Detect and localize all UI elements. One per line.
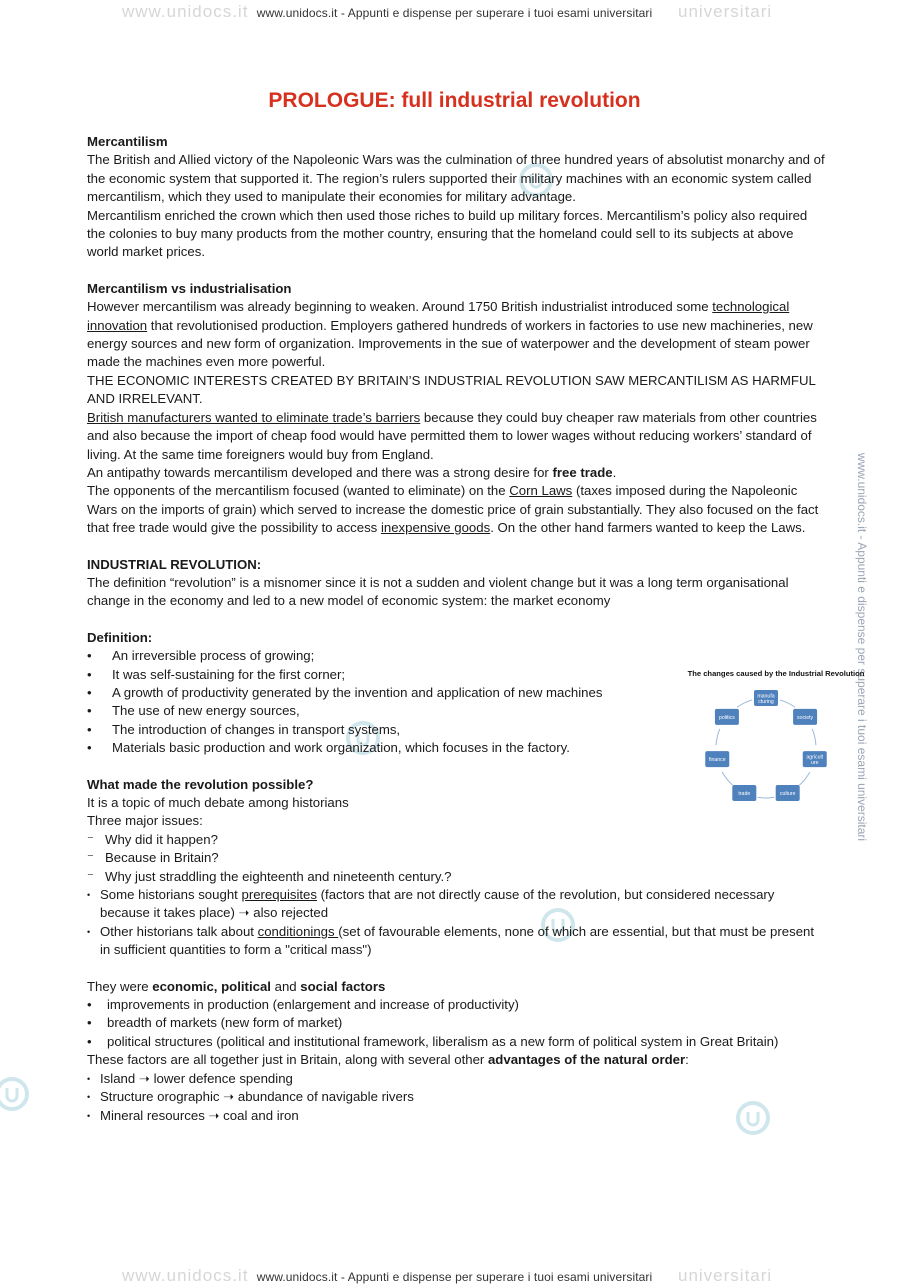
- bold-text: free trade: [552, 464, 613, 480]
- paragraph: [87, 482, 827, 537]
- bold-text: social factors: [300, 978, 386, 994]
- footer-text: www.unidocs.it - Appunti e dispense per superare i tuoi esami universitari: [256, 1270, 653, 1284]
- list-item: • improvements in production (enlargement and increase of productivity): [87, 996, 827, 1014]
- cycle-connector: [812, 729, 816, 745]
- paragraph: The definition “revolution” is a misnomer since it is not a sudden and violent change but it was a long term organisational change in the economy and led to a new model of economic system: the market economy: [87, 574, 789, 609]
- document-body: [87, 133, 827, 1125]
- factors-list: [87, 996, 827, 1051]
- cycle-connector: [737, 700, 752, 707]
- list-item: • breadth of markets (new form of market): [87, 1014, 827, 1032]
- list-item: [87, 923, 827, 960]
- text-run: These factors are all together just in Britain, along with several other: [87, 1052, 488, 1068]
- cycle-node-label: cturing: [758, 698, 774, 705]
- page-header: [0, 2, 909, 21]
- list-item: [87, 886, 827, 923]
- cycle-node-label: culture: [779, 791, 796, 798]
- list-item: • Mineral resources ➝ coal and iron: [87, 1107, 827, 1125]
- cycle-node: [754, 690, 778, 706]
- bold-text: advantages of the natural order: [487, 1052, 686, 1068]
- diagram-title: The changes caused by the Industrial Revolution: [687, 669, 865, 678]
- cycle-node: [705, 751, 729, 767]
- page-footer: [0, 1266, 909, 1285]
- historians-list: [87, 886, 827, 960]
- cycle-node: [715, 709, 739, 725]
- text-run: . On the other hand farmers wanted to keep the Laws.: [490, 520, 806, 536]
- cycle-connector: [716, 729, 720, 745]
- paragraph: The British and Allied victory of the Napoleonic Wars was the culmination of three hundred years of absolutist monarchy and of the economic system that supported it. The region’s rulers supported their military machines with an economic system called mercantilism, which they used to manipulate their economies for military advantage.: [87, 152, 825, 205]
- text-run: because they could buy cheaper raw materials from other countries and also because the import of cheap food would have permitted them to lower wages without reducing workers’ standard of living. At the same time foreigners would buy from England.: [87, 409, 817, 462]
- paragraph: THE ECONOMIC INTERESTS CREATED BY BRITAIN’S INDUSTRIAL REVOLUTION SAW MERCANTILISM AS HARMFUL AND IRRELEVANT.: [87, 372, 816, 407]
- side-watermark-right: www.unidocs.it - Appunti e dispense per superare i tuoi esami universitari: [855, 452, 870, 842]
- section-heading: Mercantilism vs industrialisation: [87, 280, 292, 296]
- underlined-text: prerequisites: [241, 887, 317, 903]
- underlined-text: conditionings: [257, 923, 339, 939]
- section-heading: INDUSTRIAL REVOLUTION:: [87, 556, 262, 572]
- text-run: However mercantilism was already beginning to weaken. Around 1750 British industrialist introduced some: [87, 299, 713, 315]
- list-item: ⁻ Why did it happen?: [87, 831, 827, 849]
- underlined-text: British manufacturers wanted to eliminate trade’s barriers: [87, 409, 421, 425]
- text-run: An antipathy towards mercantilism developed and there was a strong desire for: [87, 464, 553, 480]
- text-run: :: [685, 1052, 689, 1068]
- underlined-text: inexpensive goods: [380, 520, 491, 536]
- unidocs-watermark-icon: [0, 1074, 32, 1114]
- definition-list: [87, 647, 647, 757]
- list-item: • The introduction of changes in transport systems,: [87, 721, 647, 739]
- paragraph: [87, 464, 827, 482]
- paragraph: It is a topic of much debate among historians: [87, 795, 349, 810]
- paragraph: [87, 978, 827, 996]
- section-heading: Definition:: [87, 629, 153, 645]
- list-item: • political structures (political and institutional framework, liberalism as a new form of political system in Great Britain): [87, 1033, 827, 1051]
- cycle-node: [732, 785, 756, 801]
- paragraph: Three major issues:: [87, 813, 203, 829]
- cycle-node-label: manufa: [757, 693, 775, 700]
- cycle-connector: [780, 700, 795, 707]
- cycle-connector: [799, 772, 809, 785]
- cycle-connector: [722, 772, 732, 785]
- list-item: • A growth of productivity generated by the invention and application of new machines: [87, 684, 647, 702]
- list-item: ⁻ Why just straddling the eighteenth and nineteenth century.?: [87, 868, 827, 886]
- list-item: ⁻ Because in Britain?: [87, 849, 827, 867]
- cycle-diagram: [676, 678, 876, 814]
- paragraph: [87, 409, 827, 464]
- cycle-node-label: trade: [738, 791, 751, 798]
- text-run: and: [270, 978, 301, 994]
- cycle-node: [776, 785, 800, 801]
- text-run: (taxes imposed during the Napoleonic Wars on the imports of grain) which served to increase the domestic price of grain substantially. They also focused on the fact that free trade would give the possibility to access: [87, 483, 819, 536]
- cycle-node-label: agricult: [806, 754, 824, 761]
- industrial-revolution-diagram: [676, 669, 876, 819]
- footer-ghost-right: universitari: [678, 1266, 773, 1285]
- text-run: Some historians sought: [100, 887, 242, 903]
- cycle-node: [793, 709, 817, 725]
- text-run: that revolutionised production. Employers gathered hundreds of workers in factories to use new machineries, new energy sources and new form of organization. Improvements in the sue of waterpower and the development of steam power made the machines even more powerful.: [87, 317, 813, 370]
- cycle-node-label: society: [797, 714, 814, 721]
- text-run: They were: [87, 978, 153, 994]
- list-item: • It was self-sustaining for the first corner;: [87, 666, 647, 684]
- cycle-node: [803, 751, 827, 767]
- section-heading: Mercantilism: [87, 134, 168, 149]
- text-run: The opponents of the mercantilism focused (wanted to eliminate) on the: [87, 483, 510, 499]
- paragraph: [87, 298, 827, 372]
- list-item: • Materials basic production and work organization, which focuses in the factory.: [87, 739, 647, 757]
- footer-ghost-left: www.unidocs.it: [122, 1266, 249, 1285]
- header-ghost-right: universitari: [678, 2, 773, 21]
- underlined-text: technological innovation: [87, 299, 790, 333]
- cycle-connector: [758, 797, 775, 798]
- issues-list: [87, 831, 827, 886]
- list-item: • The use of new energy sources,: [87, 702, 647, 720]
- text-run: .: [612, 464, 617, 480]
- text-run: (factors that are not directly cause of the revolution, but considered necessary because it takes place) ➝ also rejected: [100, 887, 775, 921]
- cycle-node-label: finance: [708, 757, 726, 764]
- paragraph: Mercantilism enriched the crown which then used those riches to build up military forces. Mercantilism’s policy also required the colonies to buy many products from the mother country, ensuring that the homeland could sell to its subjects at above world market prices.: [87, 207, 808, 260]
- cycle-node-label: ure: [810, 759, 819, 766]
- section-heading: What made the revolution possible?: [87, 776, 314, 792]
- header-text: www.unidocs.it - Appunti e dispense per superare i tuoi esami universitari: [256, 6, 653, 20]
- paragraph: [87, 1051, 827, 1069]
- list-item: • Island ➝ lower defence spending: [87, 1070, 827, 1088]
- bold-text: economic, political: [152, 978, 271, 994]
- text-run: (set of favourable elements, none of which are essential, but that must be present in sufficient quantities to form a "critical mass"): [100, 923, 815, 958]
- page-title: PROLOGUE: full industrial revolution: [268, 89, 641, 112]
- text-run: Other historians talk about: [100, 923, 258, 939]
- header-ghost-left: www.unidocs.it: [122, 2, 249, 21]
- list-item: • An irreversible process of growing;: [87, 647, 647, 665]
- list-item: • Structure orographic ➝ abundance of navigable rivers: [87, 1088, 827, 1106]
- cycle-node-label: politics: [718, 714, 735, 721]
- natural-advantages-list: [87, 1070, 827, 1125]
- underlined-text: Corn Laws: [509, 483, 573, 499]
